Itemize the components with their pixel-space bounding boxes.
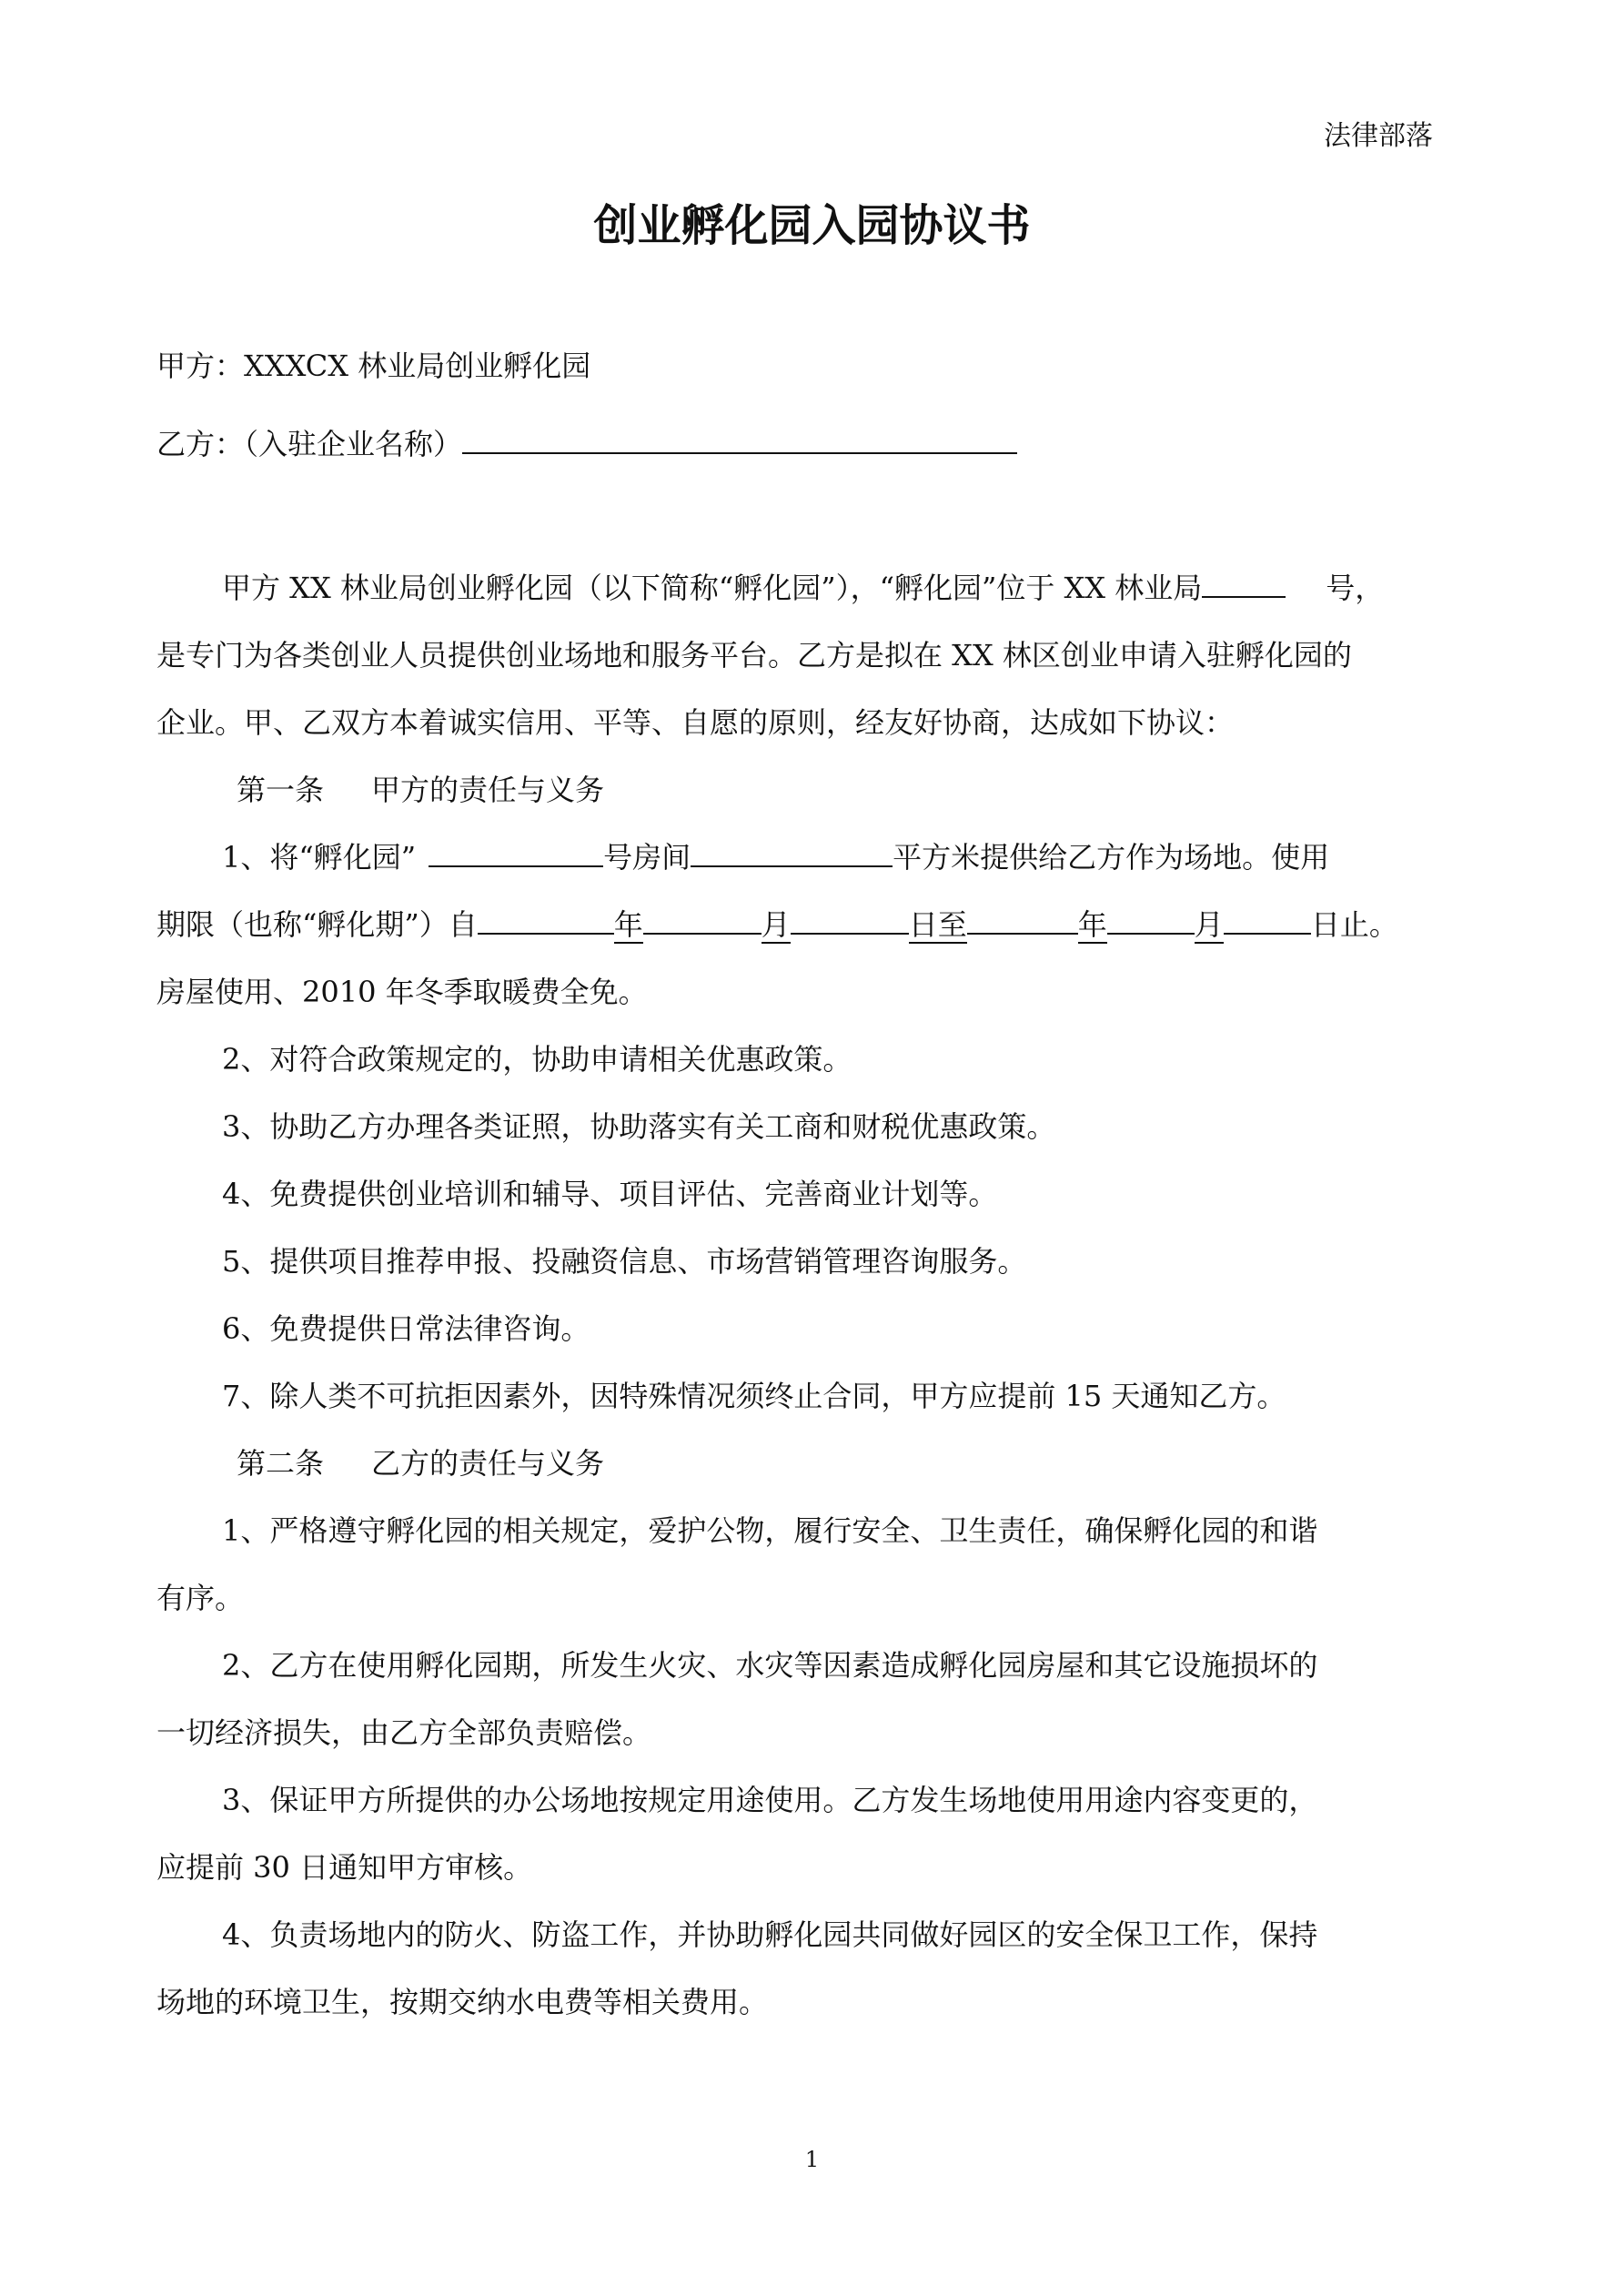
article-1-title: 甲方的责任与义务 (371, 773, 605, 807)
header-mark: 法律部落 (1324, 120, 1433, 152)
article-2-item-2-line-2: 一切经济损失，由乙方全部负责赔偿。 (156, 1715, 652, 1750)
article-1-item-1-c: 平方米提供给乙方作为场地。使用 (893, 840, 1330, 875)
article-1-item-1-line-1 (222, 837, 1624, 877)
start-month-field[interactable] (643, 905, 762, 935)
article-1-item-5: 5、提供项目推荐申报、投融资信息、市场营销管理咨询服务。 (222, 1244, 1027, 1279)
article-2-number: 第二条 (237, 1446, 325, 1481)
article-1-item-6: 6、免费提供日常法律咨询。 (222, 1311, 590, 1346)
party-b-row (156, 424, 1624, 464)
party-a: 甲方：XXXCX 林业局创业孵化园 (156, 349, 591, 383)
intro-line-2: 是专门为各类创业人员提供创业场地和服务平台。乙方是拟在 XX 林区创业申请入驻孵化园的 (156, 638, 1352, 673)
intro-line-1-suffix: 号， (1326, 571, 1385, 605)
end-day-label: 日止。 (1310, 907, 1398, 942)
party-b-name-field[interactable] (462, 425, 1017, 454)
article-2-item-3-line-1: 3、保证甲方所提供的办公场地按规定用途使用。乙方发生场地使用用途内容变更的， (222, 1783, 1318, 1817)
article-1-item-1-line-2 (156, 905, 1624, 945)
period-label: 期限（也称“孵化期”）自 (156, 907, 478, 942)
end-month-field[interactable] (1107, 905, 1195, 935)
article-1-item-7: 7、除人类不可抗拒因素外，因特殊情况须终止合同，甲方应提前 15 天通知乙方。 (222, 1379, 1286, 1413)
room-number-field[interactable] (429, 838, 603, 867)
article-2-item-4-line-2: 场地的环境卫生，按期交纳水电费等相关费用。 (156, 1985, 769, 2019)
start-day-label: 日至 (908, 907, 967, 942)
article-1-item-1-a: 1、将“孵化园” (222, 840, 417, 875)
end-day-field[interactable] (1224, 905, 1311, 935)
start-day-field[interactable] (791, 905, 909, 935)
intro-line-1 (222, 568, 1624, 608)
start-month-label: 月 (761, 907, 791, 942)
intro-line-1-text: 甲方 XX 林业局创业孵化园（以下简称“孵化园”），“孵化园”位于 XX 林业局 (222, 571, 1203, 605)
article-1-item-2: 2、对符合政策规定的，协助申请相关优惠政策。 (222, 1042, 852, 1077)
end-year-label: 年 (1077, 907, 1107, 942)
page-number: 1 (804, 2147, 820, 2172)
article-1-heading (237, 770, 604, 810)
article-1-item-1-b: 号房间 (603, 840, 691, 875)
end-month-label: 月 (1194, 907, 1224, 942)
article-2-item-3-line-2: 应提前 30 日通知甲方审核。 (156, 1850, 533, 1885)
start-year-field[interactable] (478, 905, 614, 935)
party-b-label: 乙方：（入驻企业名称） (156, 427, 463, 461)
end-year-field[interactable] (967, 905, 1078, 935)
article-2-heading (237, 1443, 604, 1483)
address-number-field[interactable] (1202, 569, 1286, 598)
article-1-number: 第一条 (237, 773, 325, 807)
article-2-item-2-line-1: 2、乙方在使用孵化园期，所发生火灾、水灾等因素造成孵化园房屋和其它设施损坏的 (222, 1648, 1318, 1683)
article-1-item-4: 4、免费提供创业培训和辅导、项目评估、完善商业计划等。 (222, 1177, 998, 1211)
area-field[interactable] (691, 838, 893, 867)
start-year-label: 年 (613, 907, 643, 942)
article-2-item-1-line-1: 1、严格遵守孵化园的相关规定，爱护公物，履行安全、卫生责任，确保孵化园的和谐 (222, 1513, 1318, 1548)
article-2-title: 乙方的责任与义务 (371, 1446, 605, 1481)
article-1-item-1-line-3: 房屋使用、2010 年冬季取暖费全免。 (156, 975, 648, 1009)
document-title: 创业孵化园入园协议书 (593, 200, 1031, 251)
article-2-item-4-line-1: 4、负责场地内的防火、防盗工作，并协助孵化园共同做好园区的安全保卫工作，保持 (222, 1917, 1318, 1952)
article-1-item-3: 3、协助乙方办理各类证照，协助落实有关工商和财税优惠政策。 (222, 1109, 1056, 1144)
intro-line-3: 企业。甲、乙双方本着诚实信用、平等、自愿的原则，经友好协商，达成如下协议： (156, 705, 1235, 740)
article-2-item-1-line-2: 有序。 (156, 1581, 245, 1615)
